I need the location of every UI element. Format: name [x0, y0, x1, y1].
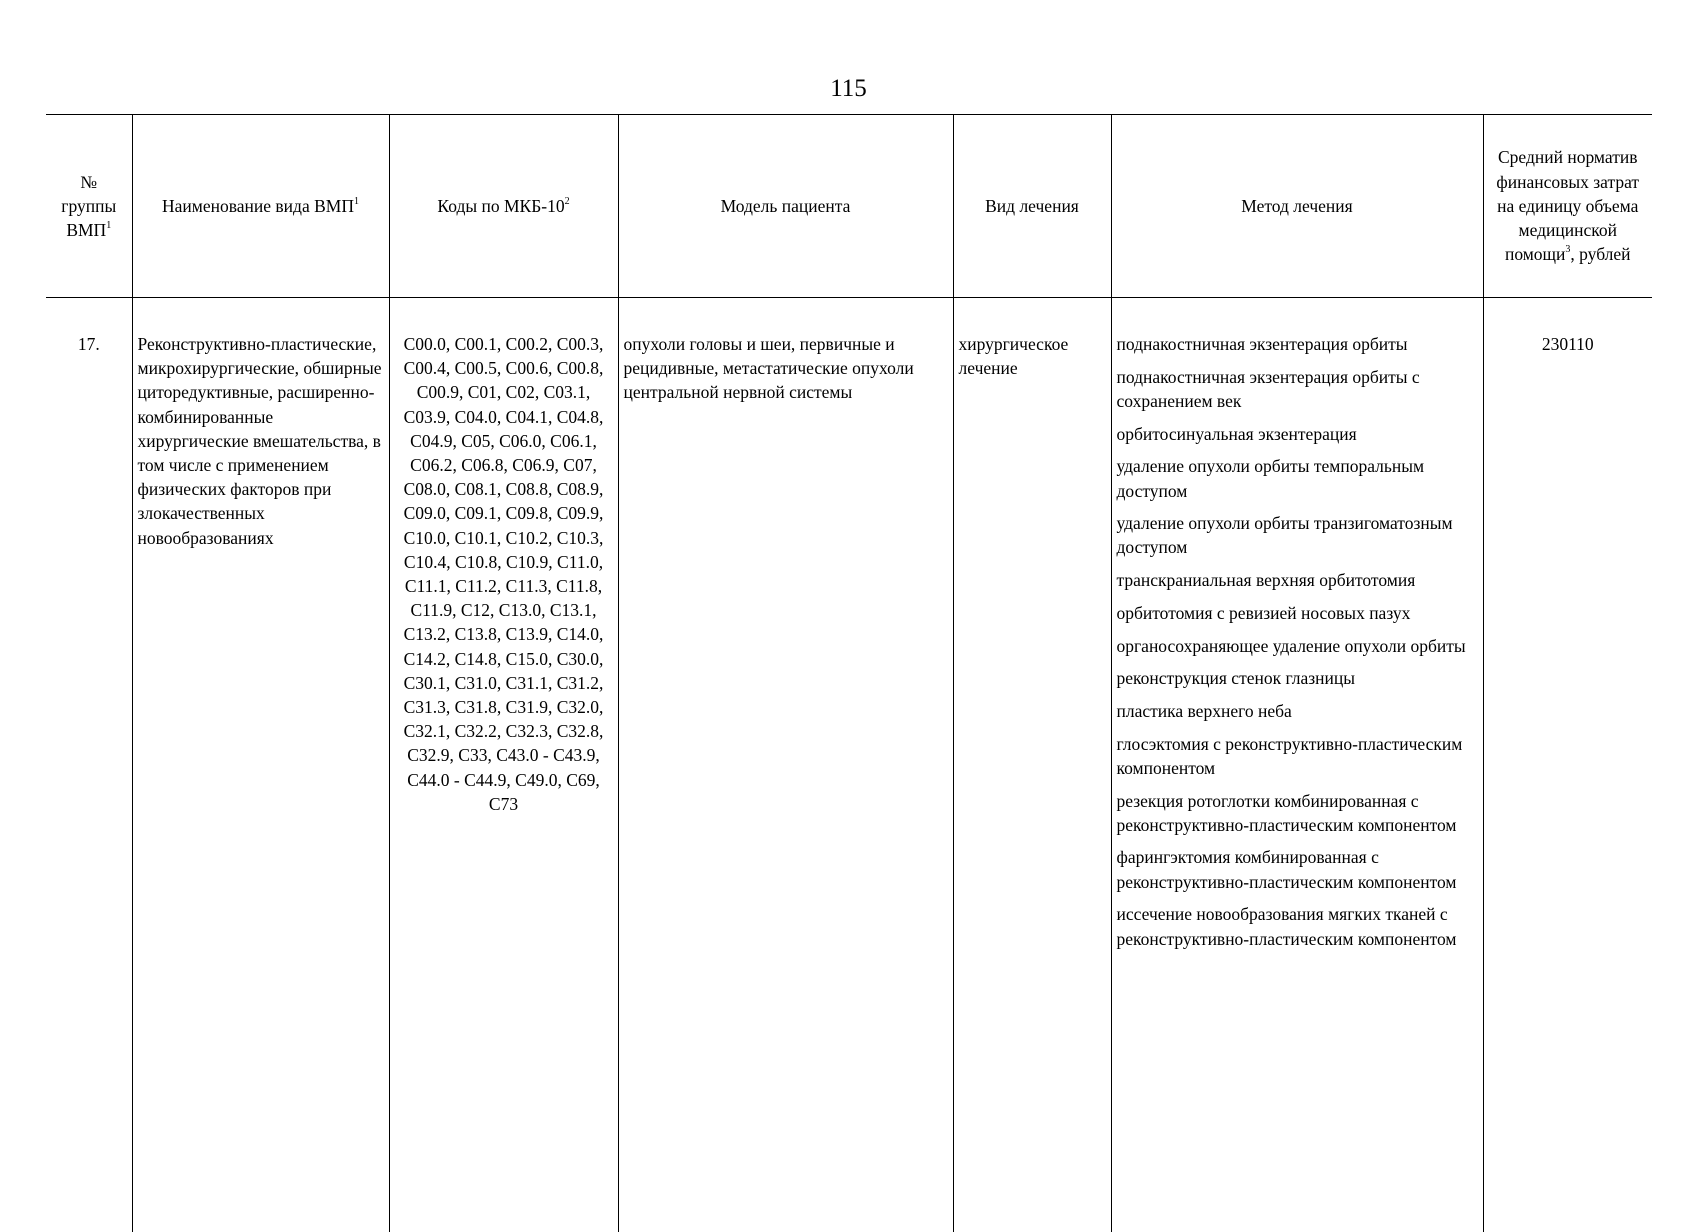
header-cost-norm-text: Средний норматив финансовых затрат на единицу объема медицинской помощи [1496, 147, 1639, 264]
header-row [46, 115, 1652, 298]
footnote-marker: 2 [565, 196, 570, 207]
method-item: органосохраняющее удаление опухоли орбиты [1117, 634, 1478, 658]
method-item: фарингэктомия комбинированная с реконструктивно-пластическим компонентом [1117, 845, 1478, 893]
header-icd-codes-text: Коды по МКБ-10 [437, 196, 564, 216]
method-item: транскраниальная верхняя орбитотомия [1117, 568, 1478, 592]
cell-treatment-kind: хирургическое лечение [953, 298, 1111, 1232]
page-number: 115 [0, 74, 1697, 104]
cell-patient-model: опухоли головы и шеи, первичные и рецидивные, метастатические опухоли центральной нервной системы [618, 298, 953, 1232]
method-item: поднакостничная экзентерация орбиты с сохранением век [1117, 365, 1478, 413]
method-item: пластика верхнего неба [1117, 699, 1478, 723]
header-patient-model [618, 115, 953, 298]
cell-treatment-methods [1111, 298, 1483, 1232]
cell-icd-codes: C00.0, C00.1, C00.2, C00.3, C00.4, C00.5, C00.6, C00.8, C00.9, C01, C02, C03.1, C03.9, C04.0, C04.1, C04.8, C04.9, C05, C06.0, C06.1, C06.2, C06.8, C06.9, C07, C08.0, C08.1, C08.8, C08.9, C09.0, C09.1, C09.8, C09.9, C10.0, C10.1, C10.2, C10.3, C10.4, C10.8, C10.9, C11.0, C11.1, C11.2, C11.3, C11.8, C11.9, C12, C13.0, C13.1, C13.2, C13.8, C13.9, C14.0, C14.2, C14.8, C15.0, C30.0, C30.1, C31.0, C31.1, C31.2, C31.3, C31.8, C31.9, C32.0, C32.1, C32.2, C32.3, C32.8, C32.9, C33, C43.0 - C43.9, C44.0 - C44.9, C49.0, C69, C73 [389, 298, 618, 1232]
cell-group-number: 17. [46, 298, 132, 1232]
method-item: орбитосинуальная экзентерация [1117, 422, 1478, 446]
method-item: глосэктомия с реконструктивно-пластическим компонентом [1117, 732, 1478, 780]
footnote-marker: 3 [1565, 244, 1570, 255]
method-item: удаление опухоли орбиты транзигоматозным доступом [1117, 511, 1478, 559]
header-group-number [46, 115, 132, 298]
cell-cost-norm: 230110 [1483, 298, 1652, 1232]
header-treatment-kind [953, 115, 1111, 298]
method-item: реконструкция стенок глазницы [1117, 666, 1478, 690]
header-treatment-method-text: Метод лечения [1241, 196, 1352, 216]
method-item: удаление опухоли орбиты темпоральным доступом [1117, 454, 1478, 502]
header-vmp-name-text: Наименование вида ВМП [162, 196, 354, 216]
header-group-number-text: № группы ВМП [61, 172, 116, 240]
header-vmp-name [132, 115, 389, 298]
footnote-marker: 1 [106, 220, 111, 231]
vmp-table [46, 114, 1652, 1232]
cell-vmp-name: Реконструктивно-пластические, микрохирургические, обширные циторедуктивные, расширенно-комбинированные хирургические вмешательства, в том числе с применением физических факторов при злокачественных новообразованиях [132, 298, 389, 1232]
method-item: орбитотомия с ревизией носовых пазух [1117, 601, 1478, 625]
header-treatment-method [1111, 115, 1483, 298]
header-patient-model-text: Модель пациента [721, 196, 851, 216]
table-row [46, 298, 1652, 1232]
method-item: резекция ротоглотки комбинированная с реконструктивно-пластическим компонентом [1117, 789, 1478, 837]
header-icd-codes [389, 115, 618, 298]
header-treatment-kind-text: Вид лечения [985, 196, 1079, 216]
header-cost-norm [1483, 115, 1652, 298]
header-cost-norm-suffix: , рублей [1570, 244, 1630, 264]
method-item: иссечение новообразования мягких тканей с реконструктивно-пластическим компонентом [1117, 902, 1478, 950]
footnote-marker: 1 [354, 196, 359, 207]
method-item: поднакостничная экзентерация орбиты [1117, 332, 1478, 356]
